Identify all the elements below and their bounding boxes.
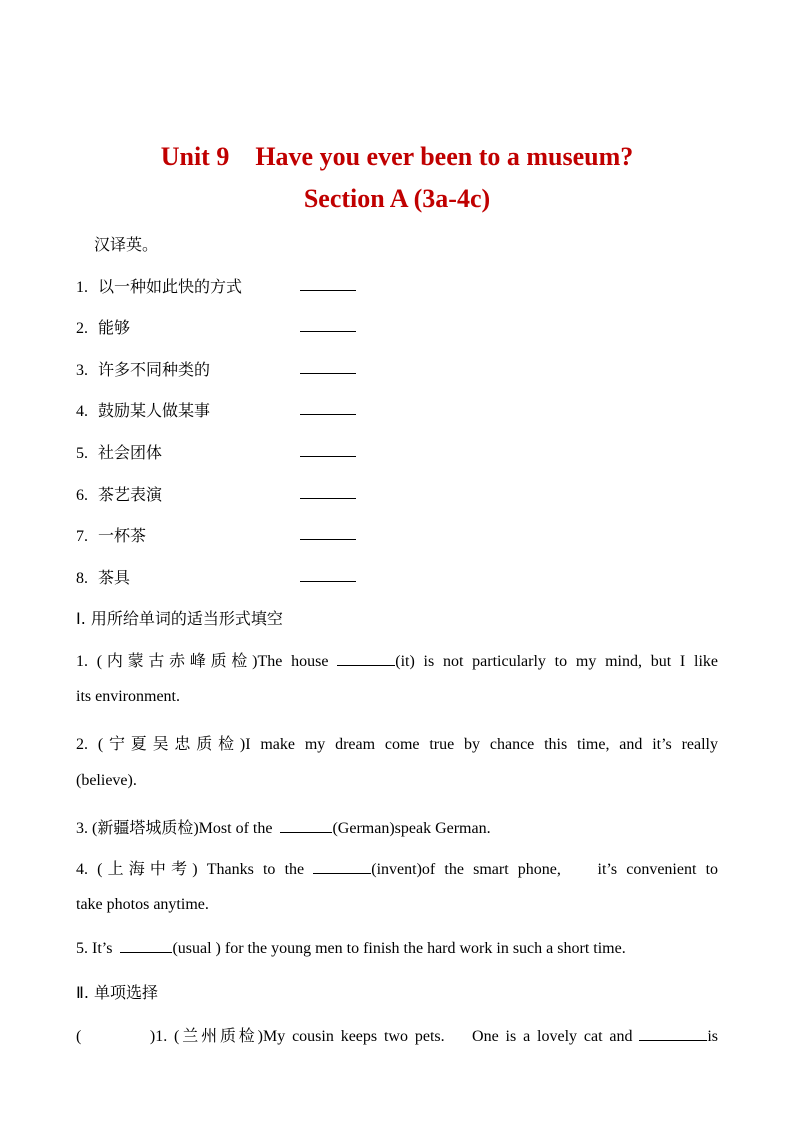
item-number: 1. bbox=[76, 279, 88, 296]
item-number: 8. bbox=[76, 570, 88, 587]
section1-heading: Ⅰ. 用所给单词的适当形式填空 bbox=[76, 609, 283, 628]
chinese-phrase: 茶具 bbox=[98, 568, 131, 587]
s1-question-5: 5. It’s (usual ) for the young men to finish the hard work in such a short time. bbox=[76, 940, 626, 957]
chinese-phrase: 一杯茶 bbox=[98, 526, 147, 545]
question-source: 兰州质检 bbox=[179, 1026, 258, 1045]
answer-blank[interactable] bbox=[300, 484, 356, 499]
item-number: 2. bbox=[76, 320, 88, 337]
answer-blank[interactable] bbox=[280, 818, 332, 833]
chinese-phrase: 社会团体 bbox=[98, 443, 163, 462]
chinese-phrase: 茶艺表演 bbox=[98, 485, 163, 504]
answer-blank[interactable] bbox=[300, 442, 356, 457]
chinese-phrase: 许多不同种类的 bbox=[98, 360, 211, 379]
chinese-phrase: 能够 bbox=[98, 318, 131, 337]
answer-blank[interactable] bbox=[300, 276, 356, 291]
question-source: 新疆塔城质检 bbox=[97, 818, 194, 837]
answer-blank[interactable] bbox=[337, 651, 395, 666]
answer-blank[interactable] bbox=[300, 525, 356, 540]
answer-blank[interactable] bbox=[639, 1026, 707, 1041]
question-source: 宁夏吴忠质检 bbox=[103, 734, 240, 753]
vocab-heading: 汉译英。 bbox=[94, 235, 159, 254]
question-source: 上海中考 bbox=[102, 859, 193, 878]
item-number: 4. bbox=[76, 403, 88, 420]
section-title: Section A (3a-4c) bbox=[303, 184, 491, 213]
answer-blank[interactable] bbox=[300, 359, 356, 374]
s1-question-2: 2. (宁夏吴忠质检)I make my dream come true by chance this time, and it’s really bbox=[76, 734, 719, 753]
item-number: 3. bbox=[76, 362, 88, 379]
answer-blank[interactable] bbox=[300, 317, 356, 332]
s2-question-1: ( )1. (兰州质检)My cousin keeps two pets. One is a lovely cat and is bbox=[76, 1026, 719, 1045]
unit-title: Unit 9 Have you ever been to a museum? bbox=[160, 142, 634, 171]
s1-question-4: 4. (上海中考) Thanks to the (invent)of the smart phone, it’s convenient to bbox=[76, 859, 719, 878]
question-source: 内蒙古赤峰质检 bbox=[102, 651, 253, 670]
s1-question-1-cont: its environment. bbox=[76, 688, 180, 705]
section2-heading: Ⅱ. 单项选择 bbox=[76, 983, 159, 1002]
answer-blank[interactable] bbox=[120, 938, 172, 953]
s1-question-3: 3. (新疆塔城质检)Most of the (German)speak German. bbox=[76, 818, 491, 837]
answer-blank[interactable] bbox=[300, 400, 356, 415]
item-number: 6. bbox=[76, 487, 88, 504]
chinese-phrase: 鼓励某人做某事 bbox=[98, 401, 211, 420]
answer-blank[interactable] bbox=[300, 567, 356, 582]
s1-question-4-cont: take photos anytime. bbox=[76, 896, 209, 913]
chinese-phrase: 以一种如此快的方式 bbox=[98, 277, 243, 296]
s1-question-2-cont: (believe). bbox=[76, 772, 137, 789]
item-number: 5. bbox=[76, 445, 88, 462]
item-number: 7. bbox=[76, 528, 88, 545]
s1-question-1: 1. (内蒙古赤峰质检)The house (it) is not particularly to my mind, but I like bbox=[76, 651, 719, 670]
answer-blank[interactable] bbox=[313, 859, 371, 874]
